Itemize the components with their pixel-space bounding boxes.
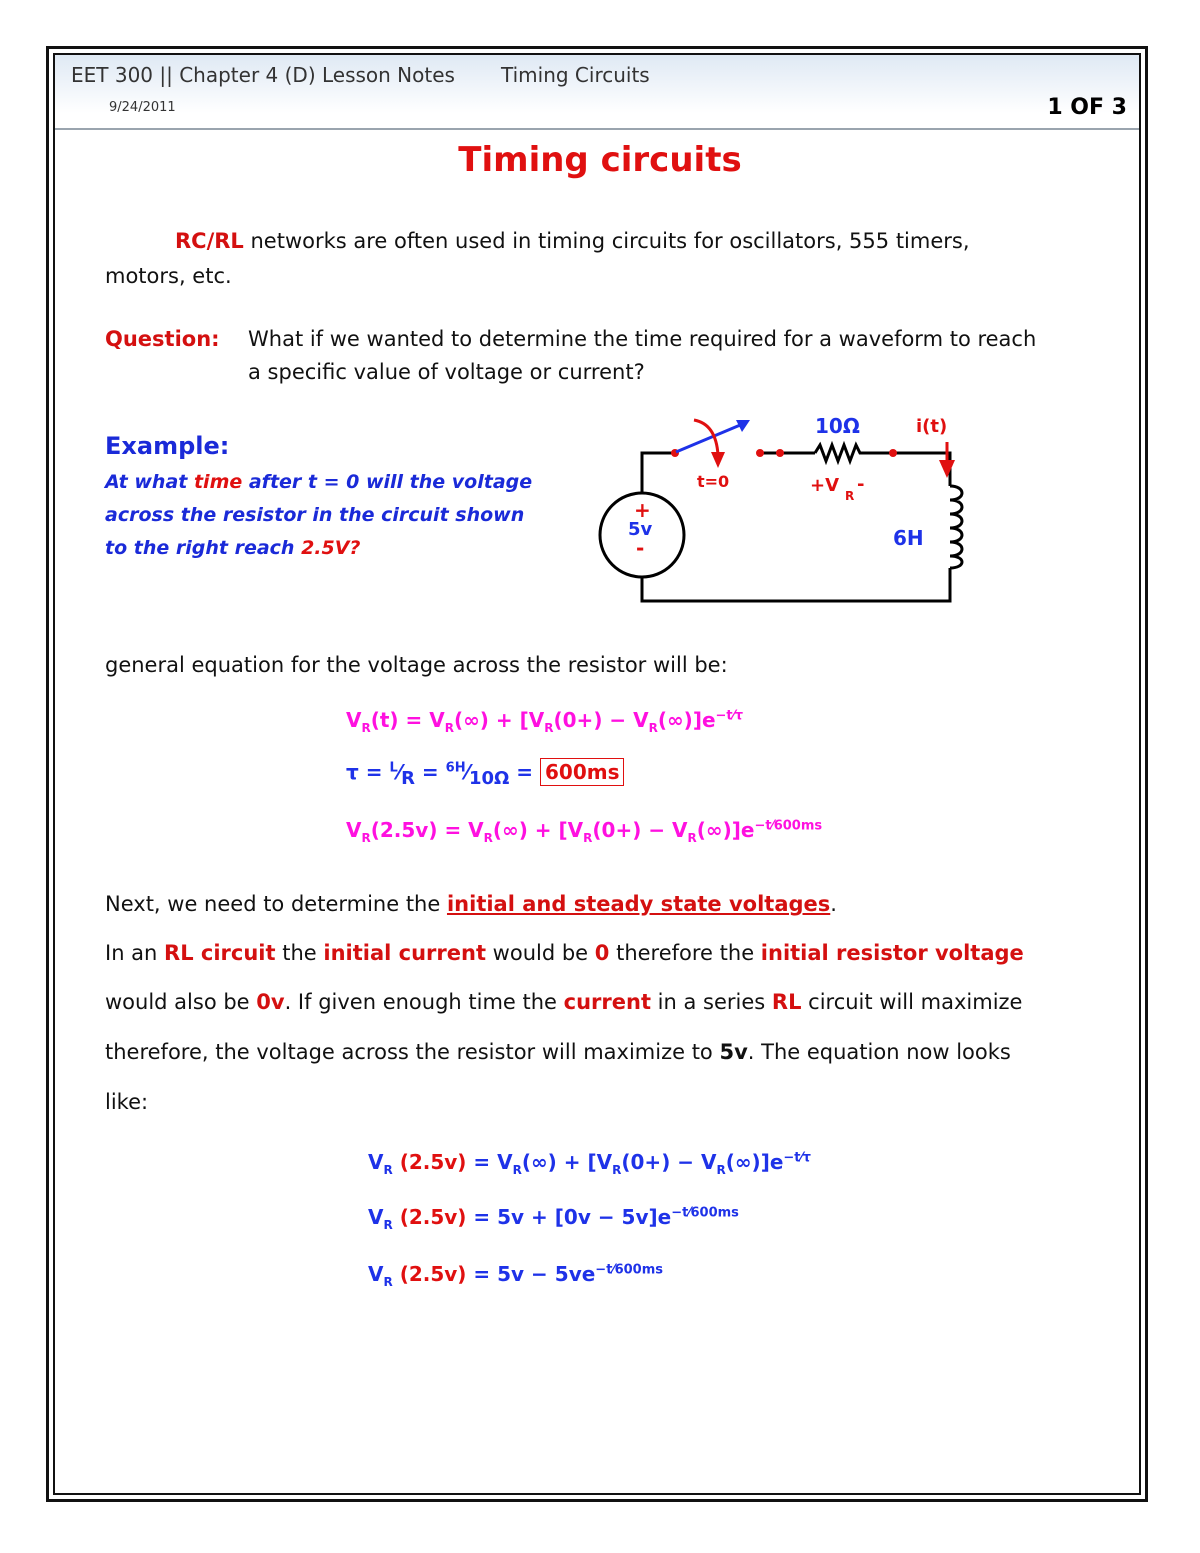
equation-tau: $\tau = ^L⁄_R$ = $^{6H}⁄_{10\Omega} = 600ms$	[346, 760, 624, 789]
example-text	[105, 466, 605, 565]
example-line-3: to the right reach 2.5V?	[105, 537, 361, 559]
rc-rl-highlight: RC/RL	[175, 229, 244, 253]
resistor-symbol	[815, 445, 865, 461]
resistor-voltage-plus: +V	[810, 475, 840, 496]
general-equation-label: general equation for the voltage across the resistor will be:	[105, 653, 728, 677]
switch-blade	[676, 423, 745, 452]
equation-step-3: $V_R$ $(2.5v) = 5v - 5ve^{-t⁄600ms}$	[368, 1262, 663, 1289]
example-target-voltage: 2.5V?	[301, 537, 361, 559]
question-line-1: What if we wanted to determine the time required for a waveform to reach	[248, 327, 1037, 351]
example-label: Example:	[105, 432, 230, 460]
page-title: Timing circuits	[458, 140, 742, 180]
intro-line-2: motors, etc.	[105, 264, 232, 288]
paragraph-line-3: therefore, the voltage across the resistor will maximize to 5v. The equation now looks	[105, 1040, 1011, 1064]
resistor-value: 10Ω	[815, 414, 860, 438]
next-step-line: Next, we need to determine the initial and steady state voltages.	[105, 892, 837, 916]
circuit-wire	[642, 453, 675, 498]
resistor-voltage-minus: -	[857, 474, 865, 495]
paragraph-line-1: In an RL circuit the initial current would be 0 therefore the initial resistor voltage	[105, 941, 1024, 965]
question-label: Question:	[105, 327, 220, 351]
equation-step-2: $V_R$ $(2.5v) = 5v + [0v - 5v]e^{-t⁄600ms}$	[368, 1205, 739, 1232]
example-line-2: across the resistor in the circuit shown	[105, 504, 525, 526]
initial-steady-link: initial and steady state voltages	[446, 892, 831, 916]
current-label: i(t)	[916, 416, 948, 437]
intro-line-1-text: networks are often used in timing circuits for oscillators, 555 timers,	[243, 229, 970, 253]
paragraph-line-4: like:	[105, 1090, 149, 1114]
course-title: EET 300 || Chapter 4 (D) Lesson Notes	[71, 63, 455, 87]
circuit-wire-bottom	[642, 568, 950, 601]
switch-action-arrowhead	[711, 452, 725, 468]
current-arrowhead	[939, 460, 955, 478]
intro-line-1	[175, 224, 970, 258]
question-line-2: a specific value of voltage or current?	[248, 360, 645, 384]
example-line-1: At what time after t = 0 will the voltage	[105, 471, 533, 493]
circuit-wire-right	[865, 453, 950, 486]
equation-step-1: $V_R$ $(2.5v) = V_R(\infty) + [V_R(0+) - V_R(\infty)]e^{-t⁄\tau}$	[368, 1150, 811, 1177]
source-value: 5v	[628, 519, 653, 540]
topic-title: Timing Circuits	[501, 63, 650, 87]
resistor-terminal-right	[889, 449, 897, 457]
inductor-value: 6H	[893, 526, 924, 550]
source-minus: -	[636, 536, 645, 560]
source-plus: +	[634, 498, 651, 522]
switch-terminal-right	[756, 449, 764, 457]
header-date: 9/24/2011	[109, 100, 176, 115]
resistor-terminal-left	[776, 449, 784, 457]
paragraph-line-2: would also be 0v. If given enough time the current in a series RL circuit will maximize	[105, 990, 1023, 1014]
example-time-word: time	[193, 471, 243, 493]
switch-time-label: t=0	[697, 472, 730, 491]
inductor-coil	[950, 486, 962, 568]
tau-result-box: 600ms	[540, 758, 625, 786]
page-number: 1 OF 3	[1047, 95, 1127, 120]
rl-circuit-diagram	[590, 408, 980, 608]
page-header	[55, 55, 1139, 130]
resistor-voltage-subscript: R	[845, 489, 855, 503]
equation-substituted: $V_R(2.5v) = V_R(\infty) + [V_R(0+) - V_R(\infty)]e^{-t⁄600ms}$	[346, 818, 823, 845]
switch-action-arrow	[694, 420, 718, 455]
equation-general: $V_R(t) = V_R(\infty) + [V_R(0+) - V_R(\infty)]e^{-t⁄\tau}$	[346, 708, 744, 735]
